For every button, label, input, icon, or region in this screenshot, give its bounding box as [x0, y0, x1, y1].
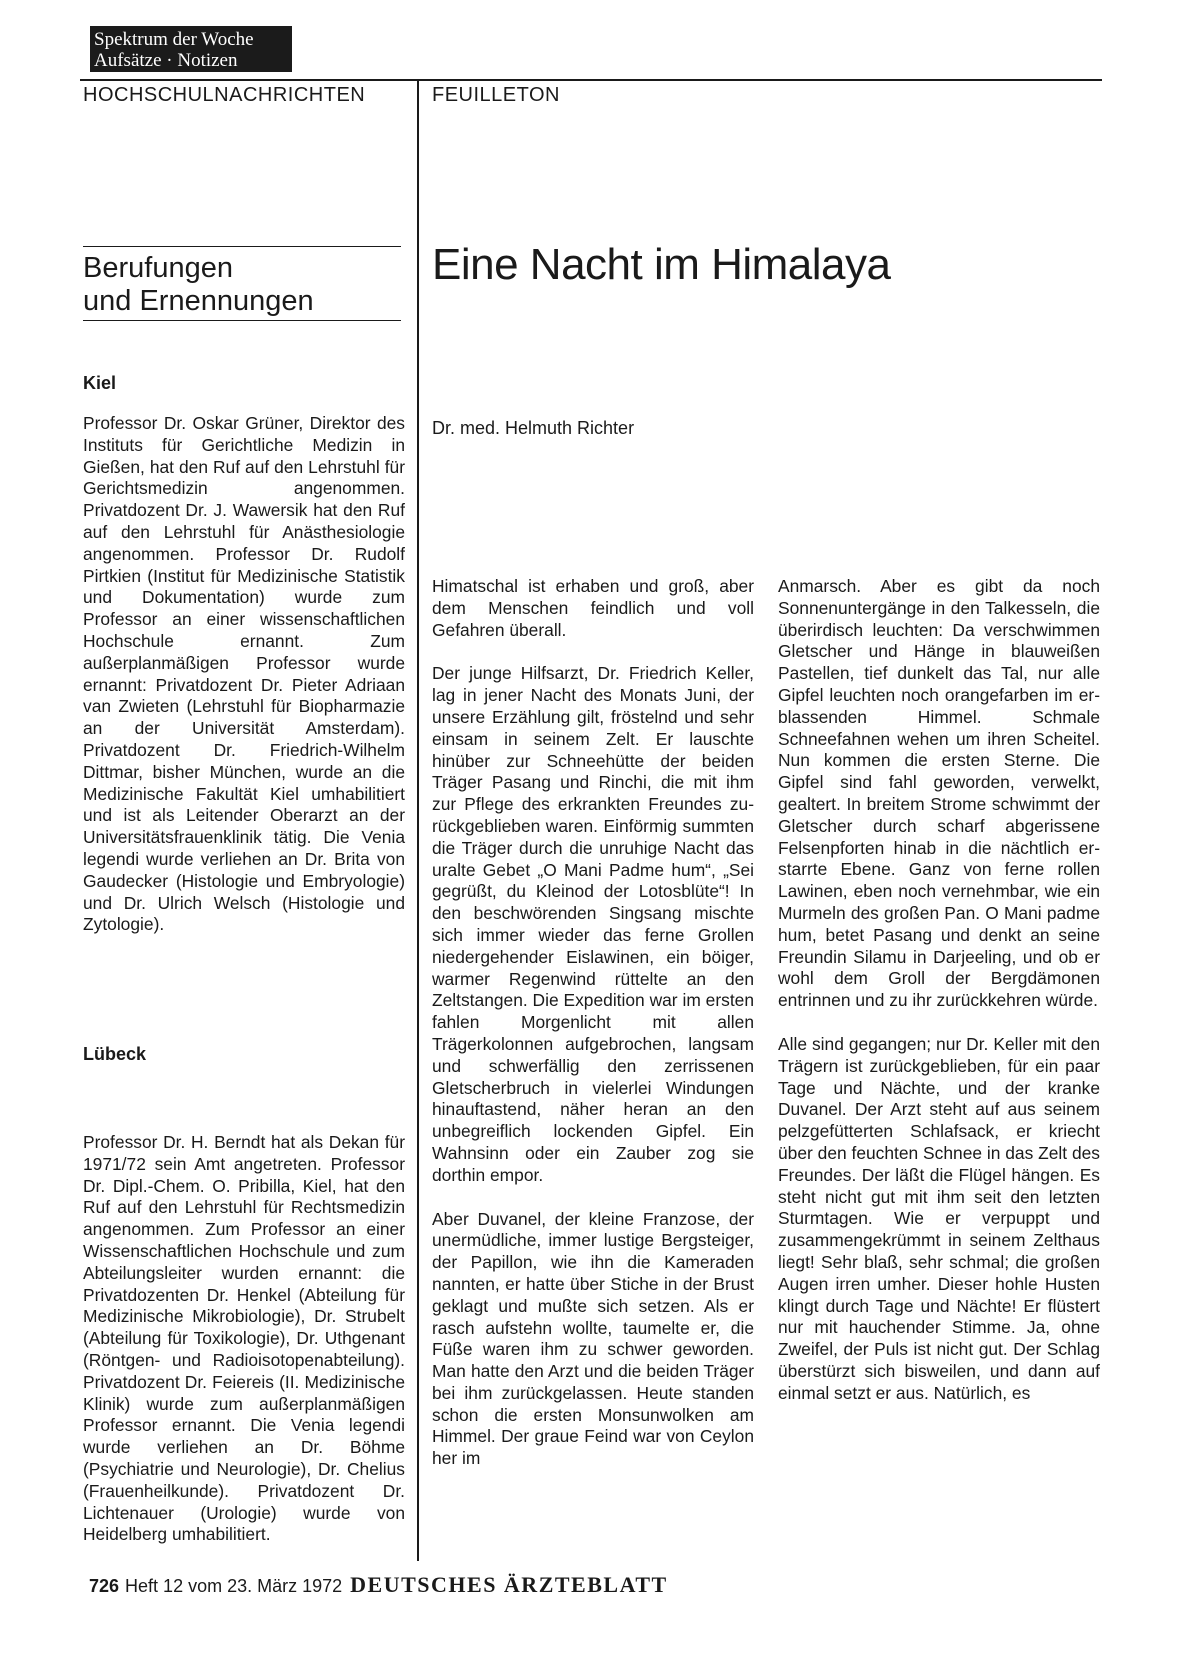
- section-title: [83, 252, 314, 318]
- article-column-1: [432, 576, 754, 1470]
- article-paragraph-4: Anmarsch. Aber es gibt da noch Sonnenuntergänge in den Talkesseln, die überirdisch leuchten: Da verschwimmen Gletscher und Hänge in blauweißen Pastellen, tief dunkelt das Tal, nur alle Gipfel leuchten noch orangefarben im erblassenden Himmel. Schmale Schneefahnen wehen um ihren Scheitel. Nun kommen die ersten Sterne. Die Gipfel sind fahl geworden, verwelkt, gealtert. In breitem Strome schwimmt der Gletscher durch scharf abgerissene Felsenpforten hinab in die nächtlich erstarrte Ebene. Ganz von ferne rollen Lawinen, eben noch vernehmbar, wie ein Murmeln des großen Pan. O Mani padme hum, betet Pasang und denkt an seine Freundin Silamu in Darjeeling, und ob er wohl dem Groll der Bergdämonen entrinnen und zu ihr zurückkehren würde.: [778, 576, 1100, 1011]
- section-badge: [90, 26, 292, 72]
- luebeck-text-block: [83, 1132, 405, 1546]
- page-number: 726: [89, 1576, 120, 1596]
- top-rule: [80, 79, 1102, 81]
- article-paragraph-1: Himatschal ist erhaben und groß, aber dem Menschen feindlich und voll Gefahren überall.: [432, 576, 754, 640]
- article-paragraph-5: Alle sind gegangen; nur Dr. Keller mit den Trägern ist zurückgeblieben, für ein paar Tage und Nächte, und der kranke Duvanel. Der Arzt steht auf aus seinem pelzgefütterten Schlafsack, er kriecht über den feuchten Schnee in das Zelt des Freundes. Der läßt die Flügel hängen. Es steht nicht gut mit ihm seit den letzten Sturmtagen. Wie er verpuppt und zusammengekrümmt in seinem Zelthaus liegt! Sehr blaß, sehr schmal; die großen Augen irren umher. Dieser hohle Husten klingt durch Tage und Nächte! Er flüstert nur mit hauchender Stimme. Ja, ohne Zweifel, der Puls ist nicht gut. Der Schlag überstürzt sich bisweilen, und dann auf einmal setzt er aus. Natürlich, es: [778, 1033, 1100, 1403]
- article-paragraph-2: Der junge Hilfsarzt, Dr. Friedrich Keller, lag in jener Nacht des Monats Juni, der unsere Erzählung gilt, fröstelnd und sehr einsam in seinem Zelt. Er lauschte hinüber zur Schneehütte der beiden Träger Pasang und Rinchi, die mit ihm zur Pflege des erkrankten Freundes zurückgeblieben waren. Einförmig summten die Träger durch die unruhige Nacht das uralte Gebet „O Mani Padme hum“, „Sei gegrüßt, du Kleinod der Lotosblüte“! In den beschwörenden Singsang mischte sich immer wieder das ferne Grollen niedergehender Eislawinen, ein böiger, warmer Regenwind rüttelte an den Zeltstangen. Die Expedition war im ersten fahlen Morgenlicht mit allen Trägerkolonnen aufgebrochen, langsam und schwerfällig den zerrissenen Gletscherbruch in vielerlei Windungen hinauftastend, näher heran an den unbegreiflich lockenden Gipfel. Ein Wahnsinn oder ein Zauber zog sie dorthin empor.: [432, 663, 754, 1185]
- section-label-hochschulnachrichten: HOCHSCHULNACHRICHTEN: [83, 84, 366, 106]
- subheading-luebeck: Lübeck: [83, 1044, 147, 1064]
- title-rule-top: [83, 246, 401, 247]
- issue-info: Heft 12 vom 23. März 1972: [125, 1576, 343, 1596]
- subheading-kiel: Kiel: [83, 373, 117, 393]
- article-author: Dr. med. Helmuth Richter: [432, 418, 635, 438]
- section-label-feuilleton: FEUILLETON: [432, 84, 560, 106]
- section-title-line-1: Berufungen: [83, 252, 233, 284]
- luebeck-paragraph: Professor Dr. H. Berndt hat als Dekan für 1971/72 sein Amt angetreten. Professor Dr. Dipl.-Chem. O. Pribilla, Kiel, hat den Ruf auf den Lehrstuhl für Rechtsmedizin angenommen. Zum Professor an einer Wissenschaftlichen Hochschule und zum Abteilungsleiter wurden ernannt: die Privatdozenten Dr. Henkel (Abteilung für Medizinische Mikrobiologie), Dr. Strubelt (Abteilung für Toxikologie), Dr. Uthgenant (Röntgen- und Radioisotopenabteilung). Privatdozent Dr. Feiereis (II. Medizinische Klinik) wurde zum außerplanmäßigen Professor ernannt. Die Venia legendi wurde verliehen an Dr. Böhme (Psychiatrie und Neurologie), Dr. Chelius (Frauenheilkunde). Privatdozent Dr. Lichtenauer (Urologie) wurde von Heidelberg umhabilitiert.: [83, 1132, 405, 1545]
- kiel-paragraph: Professor Dr. Oskar Grüner, Direktor des Instituts für Gerichtliche Medizin in Gießen, hat den Ruf auf den Lehrstuhl für Gerichtsmedizin angenommen. Privatdozent Dr. J. Wawersik hat den Ruf auf den Lehrstuhl für Anästhesiologie angenommen. Professor Dr. Rudolf Pirtkien (Institut für Medizinische Statistik und Dokumentation) wurde zum Professor an einer wissenschaftlichen Hochschule ernannt. Zum außerplanmäßigen Professor wurde ernannt: Privatdozent Dr. Pieter Adriaan van Zwieten (Lehrstuhl für Biopharmazie an der Universität Amsterdam). Privatdozent Dr. Friedrich-Wilhelm Dittmar, bisher München, wurde an die Medizinische Fakultät Kiel umhabilitiert und ist als Leitender Oberarzt an der Universitätsfrauenklinik tätig. Die Venia legendi wurde verliehen an Dr. Brita von Gaudecker (Histologie und Embryologie) und Dr. Ulrich Welsch (Histologie und Zytologie).: [83, 413, 405, 935]
- page-footer: [89, 1572, 668, 1598]
- magazine-name: DEUTSCHES ÄRZTEBLATT: [350, 1572, 668, 1597]
- title-rule-bottom: [83, 320, 401, 321]
- section-title-line-2: und Ernennungen: [83, 285, 314, 317]
- article-title: Eine Nacht im Himalaya: [432, 240, 891, 289]
- kiel-text-block: [83, 413, 405, 936]
- badge-line-1: Spektrum der Woche: [94, 29, 254, 50]
- badge-line-2: Aufsätze · Notizen: [94, 50, 238, 71]
- article-paragraph-3: Aber Duvanel, der kleine Franzose, der unermüdliche, immer lustige Bergsteiger, der Papillon, wie ihn die Kameraden nannten, er hatte über Stiche in der Brust geklagt und mußte sich setzen. Als er rasch aufstehn wollte, taumelte er, die Füße waren ihm zu schwer geworden. Man hatte den Arzt und die beiden Träger bei ihm zurückgelassen. Heute standen schon die ersten Monsunwolken am Himmel. Der graue Feind war von Ceylon her im: [432, 1208, 754, 1469]
- column-divider: [417, 81, 419, 1561]
- article-column-2: [778, 576, 1100, 1404]
